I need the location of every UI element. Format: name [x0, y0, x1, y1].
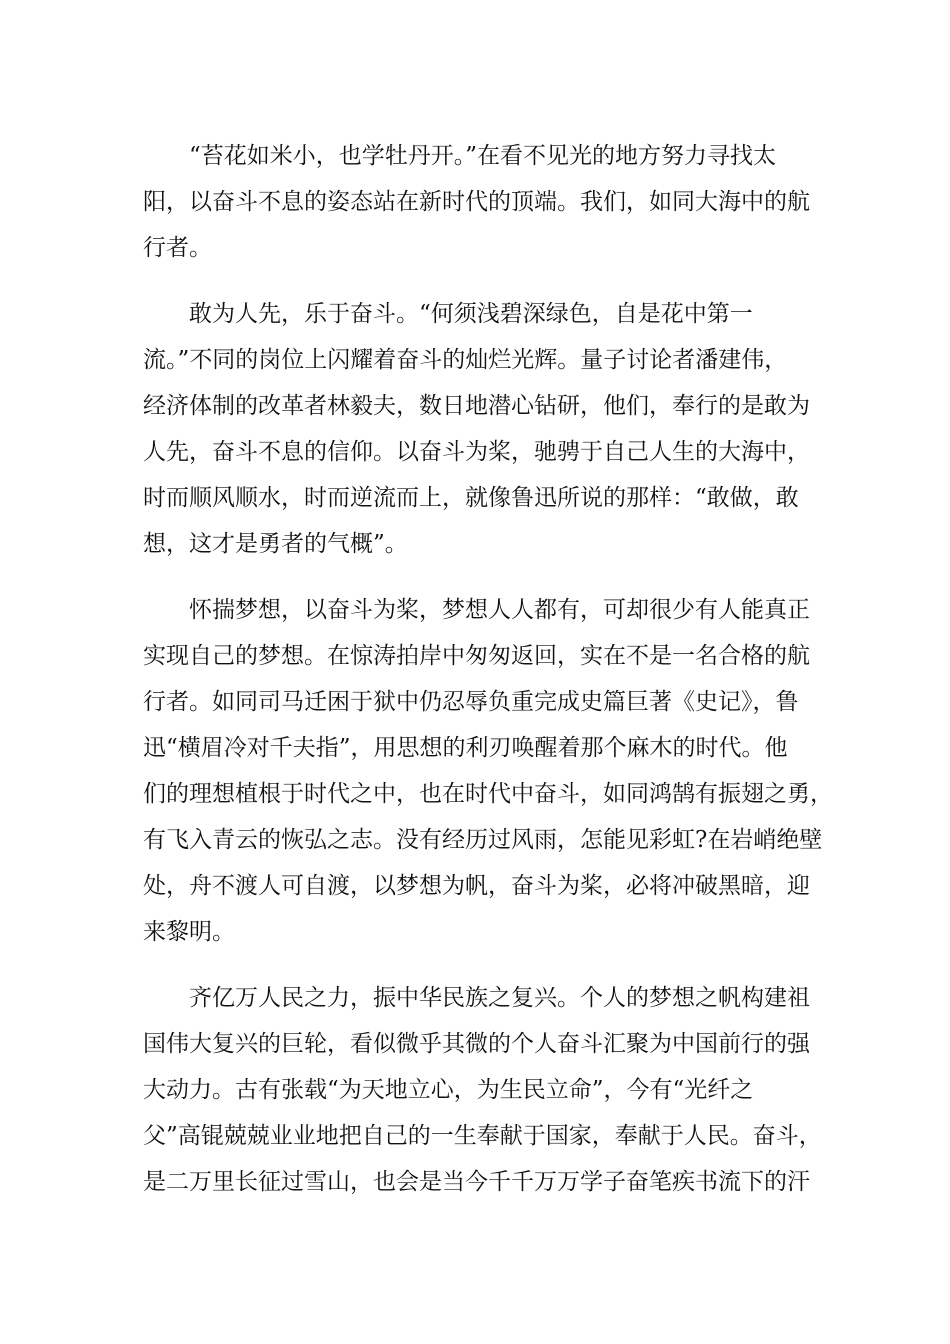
document-body	[143, 133, 833, 1205]
paragraph-line: 人先，奋斗不息的信仰。以奋斗为桨，驰骋于自己人生的大海中，	[143, 439, 810, 465]
paragraph-line: 流。”不同的岗位上闪耀着奋斗的灿烂光辉。量子讨论者潘建伟，	[143, 347, 788, 373]
paragraph-line: 是二万里长征过雪山，也会是当今千千万万学子奋笔疾书流下的汗	[143, 1169, 810, 1195]
paragraph-line: 父”高锟兢兢业业地把自己的一生奉献于国家，奉献于人民。奋斗，	[143, 1123, 822, 1149]
paragraph-line: 行者。如同司马迁困于狱中仍忍辱负重完成史篇巨著《史记》，鲁	[143, 689, 799, 715]
paragraph-line: 阳，以奋斗不息的姿态站在新时代的顶端。我们，如同大海中的航	[143, 189, 810, 215]
paragraph-line: 国伟大复兴的巨轮，看似微乎其微的个人奋斗汇聚为中国前行的强	[143, 1031, 810, 1057]
paragraph-2	[143, 291, 823, 567]
paragraph-line: 处，舟不渡人可自渡，以梦想为帆，奋斗为桨，必将冲破黑暗，迎	[143, 873, 810, 899]
paragraph-line: 实现自己的梦想。在惊涛拍岸中匆匆返回，实在不是一名合格的航	[143, 643, 810, 669]
paragraph-line: 怀揣梦想，以奋斗为桨，梦想人人都有，可却很少有人能真正	[143, 597, 810, 623]
paragraph-line: 敢为人先，乐于奋斗。“何须浅碧深绿色，自是花中第一	[143, 301, 753, 327]
paragraph-line: 经济体制的改革者林毅夫，数日地潜心钻研，他们，奉行的是敢为	[143, 393, 810, 419]
paragraph-line: 来黎明。	[143, 919, 235, 945]
paragraph-line: 齐亿万人民之力，振中华民族之复兴。个人的梦想之帆构建祖	[143, 985, 810, 1011]
paragraph-1	[143, 133, 823, 271]
paragraph-line: 们的理想植根于时代之中，也在时代中奋斗，如同鸿鹄有振翅之勇，	[143, 781, 833, 807]
paragraph-line: 行者。	[143, 235, 212, 261]
paragraph-3	[143, 587, 833, 955]
paragraph-line: 想，这才是勇者的气概”。	[143, 531, 408, 557]
paragraph-4	[143, 975, 823, 1205]
paragraph-line: “苔花如米小，也学牡丹开。”在看不见光的地方努力寻找太	[143, 143, 777, 169]
paragraph-line: 大动力。古有张载“为天地立心，为生民立命”，今有“光纤之	[143, 1077, 754, 1103]
paragraph-line: 时而顺风顺水，时而逆流而上，就像鲁迅所说的那样：“敢做，敢	[143, 485, 799, 511]
paragraph-line: 有飞入青云的恢弘之志。没有经历过风雨，怎能见彩虹?在岩峭绝壁	[143, 827, 823, 853]
paragraph-line: 迅“横眉冷对千夫指”，用思想的利刃唤醒着那个麻木的时代。他	[143, 735, 788, 761]
